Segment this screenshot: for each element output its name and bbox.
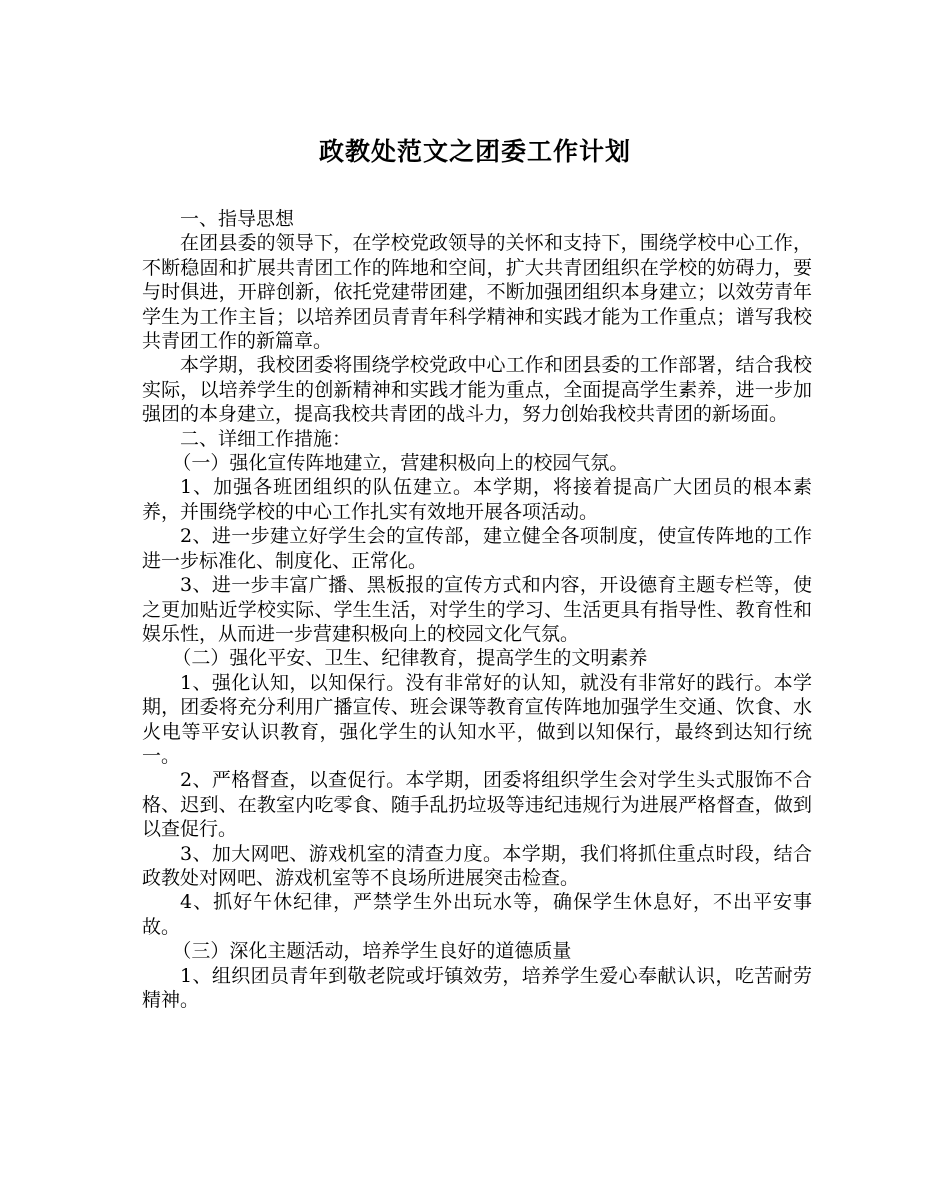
section-heading: 一、指导思想 <box>180 208 295 230</box>
body-paragraph: 3、进一步丰富广播、黑板报的宣传方式和内容，开设德育主题专栏等，使之更加贴近学校实际、学生生活，对学生的学习、生活更具有指导性、教育性和娱乐性，从而进一步营建积极向上的校园文化气氛。 <box>142 574 812 645</box>
body-paragraph: 4、抓好午休纪律，严禁学生外出玩水等，确保学生休息好，不出平安事故。 <box>142 891 812 938</box>
subsection-heading: （二）强化平安、卫生、纪律教育，提高学生的文明素养 <box>172 647 648 670</box>
document-title: 政教处范文之团委工作计划 <box>318 137 631 166</box>
body-paragraph: 2、进一步建立好学生会的宣传部，建立健全各项制度，使宣传阵地的工作进一步标准化、制度化、正常化。 <box>142 525 812 572</box>
document-body <box>142 207 812 1012</box>
body-paragraph: 1、强化认知，以知保行。没有非常好的认知，就没有非常好的践行。本学期，团委将充分利用广播宣传、班会课等教育宣传阵地加强学生交通、饮食、水火电等平安认识教育，强化学生的认知水平，做到以知保行，最终到达知行统一。 <box>142 671 812 767</box>
body-paragraph: 本学期，我校团委将围绕学校党政中心工作和团县委的工作部署，结合我校实际，以培养学生的创新精神和实践才能为重点，全面提高学生素养，进一步加强团的本身建立，提高我校共青团的战斗力，努力创始我校共青团的新场面。 <box>142 354 812 426</box>
subsection-heading: （三）深化主题活动，培养学生良好的道德质量 <box>172 940 572 963</box>
body-paragraph: 2、严格督查，以查促行。本学期，团委将组织学生会对学生头式服饰不合格、迟到、在教室内吃零食、随手乱扔垃圾等违纪违规行为进展严格督查，做到以查促行。 <box>142 769 812 841</box>
body-paragraph: 3、加大网吧、游戏机室的清查力度。本学期，我们将抓住重点时段，结合政教处对网吧、游戏机室等不良场所进展突击检查。 <box>142 842 812 889</box>
body-paragraph: 1、加强各班团组织的队伍建立。本学期，将接着提高广大团员的根本素养，并围绕学校的中心工作扎实有效地开展各项活动。 <box>142 476 812 523</box>
subsection-heading: （一）强化宣传阵地建立，营建积极向上的校园气氛。 <box>172 452 629 475</box>
body-paragraph: 1、组织团员青年到敬老院或圩镇效劳，培养学生爱心奉献认识，吃苦耐劳精神。 <box>142 964 812 1011</box>
section-heading: 二、详细工作措施： <box>180 427 352 450</box>
body-paragraph: 在团县委的领导下，在学校党政领导的关怀和支持下，围绕学校中心工作，不断稳固和扩展共青团工作的阵地和空间，扩大共青团组织在学校的妨碍力，要与时俱进，开辟创新，依托党建带团建，不断加强团组织本身建立；以效劳青年学生为工作主旨；以培养团员青青年科学精神和实践才能为工作重点；谱写我校共青团工作的新篇章。 <box>142 232 812 353</box>
